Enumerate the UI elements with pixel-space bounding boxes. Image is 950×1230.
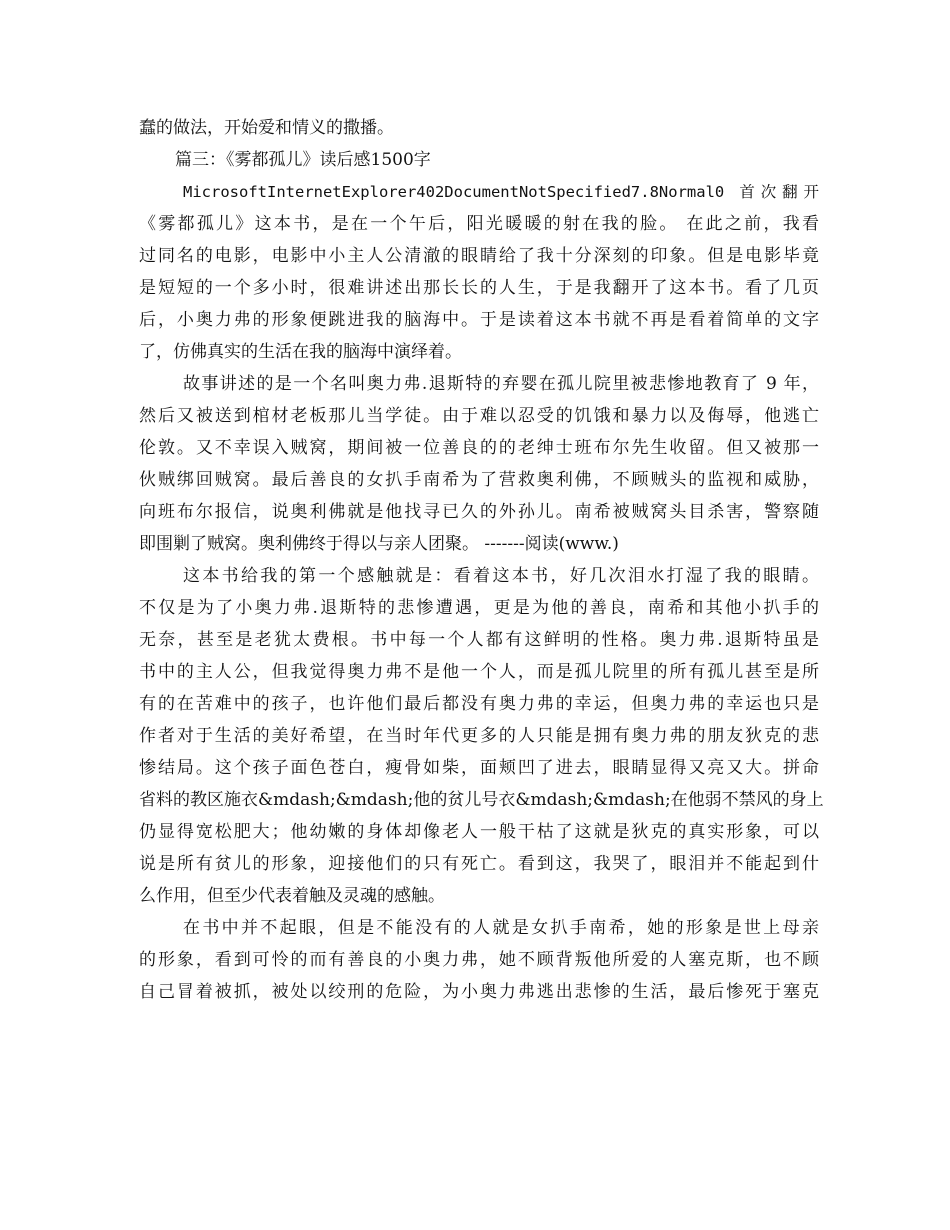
section-heading: 篇三：《雾都孤儿》读后感1500字 (175, 150, 431, 170)
text-line: 这本书给我的第一个感触就是：看着这本书，好几次泪水打湿了我的眼睛。 (183, 566, 819, 586)
text-line: 省料的教区施衣&mdash;&mdash;他的贫儿号衣&mdash;&mdash;在他弱不禁风的身上 (139, 790, 824, 810)
text-line: MicrosoftInternetExplorer402DocumentNotSpecified7.8Normal0 首次翻开 (183, 183, 819, 201)
text-line: 即围剿了贼窝。奥利佛终于得以与亲人团聚。 -------阅读(www.) (139, 534, 619, 554)
text-line: 故事讲述的是一个名叫奥力弗.退斯特的弃婴在孤儿院里被悲惨地教育了 9 年， (183, 374, 819, 394)
text-line: 过同名的电影，电影中小主人公清澈的眼睛给了我十分深刻的印象。但是电影毕竟 (139, 246, 819, 266)
text-line: 在书中并不起眼，但是不能没有的人就是女扒手南希，她的形象是世上母亲 (183, 918, 819, 938)
document-body (139, 112, 824, 1008)
text-line: 向班布尔报信，说奥利佛就是他找寻已久的外孙儿。南希被贼窝头目杀害，警察随 (139, 502, 819, 522)
text-line: 自己冒着被抓，被处以绞刑的危险，为小奥力弗逃出悲惨的生活，最后惨死于塞克 (139, 982, 819, 1002)
text-line: 然后又被送到棺材老板那儿当学徒。由于难以忍受的饥饿和暴力以及侮辱，他逃亡 (139, 406, 819, 426)
text-line: 是短短的一个多小时，很难讲述出那长长的人生，于是我翻开了这本书。看了几页 (139, 278, 819, 298)
text-line: 的形象，看到可怜的而有善良的小奥力弗，她不顾背叛他所爱的人塞克斯，也不顾 (139, 950, 819, 970)
text-line: 伦敦。又不幸误入贼窝，期间被一位善良的的老绅士班布尔先生收留。但又被那一 (139, 438, 819, 458)
text-line: 作者对于生活的美好希望，在当时年代更多的人只能是拥有奥力弗的朋友狄克的悲 (139, 726, 819, 746)
text-line: 仍显得宽松肥大；他幼嫩的身体却像老人一般干枯了这就是狄克的真实形象，可以 (139, 822, 819, 842)
text-line: 《雾都孤儿》这本书，是在一个午后，阳光暖暖的射在我的脸。 在此之前，我看 (139, 214, 819, 234)
text-line: 无奈，甚至是老犹太费根。书中每一个人都有这鲜明的性格。奥力弗.退斯特虽是 (139, 630, 819, 650)
text-line: 惨结局。这个孩子面色苍白，瘦骨如柴，面颊凹了进去，眼睛显得又亮又大。拼命 (139, 758, 819, 778)
text-line: 说是所有贫儿的形象，迎接他们的只有死亡。看到这，我哭了，眼泪并不能起到什 (139, 854, 819, 874)
text-line: 蠢的做法，开始爱和情义的撒播。 (139, 118, 394, 138)
text-line: 有的在苦难中的孩子，也许他们最后都没有奥力弗的幸运，但奥力弗的幸运也只是 (139, 694, 819, 714)
text-line: 后，小奥力弗的形象便跳进我的脑海中。于是读着这本书就不再是看着简单的文字 (139, 310, 819, 330)
text-line: 不仅是为了小奥力弗.退斯特的悲惨遭遇，更是为他的善良，南希和其他小扒手的 (139, 598, 819, 618)
text-line: 伙贼绑回贼窝。最后善良的女扒手南希为了营救奥利佛，不顾贼头的监视和威胁， (139, 470, 819, 490)
text-line: 么作用，但至少代表着触及灵魂的感触。 (139, 886, 445, 906)
text-line: 书中的主人公，但我觉得奥力弗不是他一个人，而是孤儿院里的所有孤儿甚至是所 (139, 662, 819, 682)
text-line: 了，仿佛真实的生活在我的脑海中演绎着。 (139, 342, 462, 362)
